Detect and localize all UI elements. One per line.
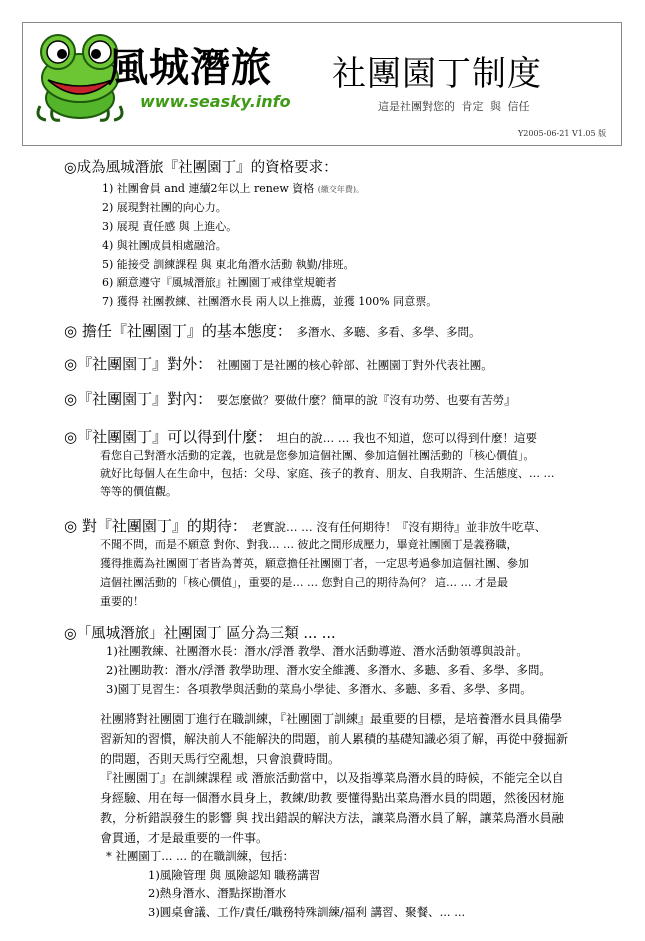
expectation-line-5: 重要的！ xyxy=(100,595,144,608)
qualification-item-5: 5) 能接受 訓練課程 與 東北角潛水活動 執勤/排班。 xyxy=(102,258,355,271)
expectation-first-line xyxy=(64,515,546,536)
gain-line-2: 看您自己對潛水活動的定義，也就是您參加這個社團、參加這個社團活動的「核心價值」。 xyxy=(100,449,535,462)
external-heading: ◎『社團園丁』對外： xyxy=(64,355,213,373)
expectation-line-4: 這個社團活動的「核心價值」，重要的是… … 您對自己的期待為何？ 這… … 才是最 xyxy=(100,576,508,589)
category-item-3: 3)園丁見習生：各項教學與活動的菜鳥小學徒、多潛水、多聽、多看、多學、多問。 xyxy=(106,682,532,696)
training-item-1: 1)風險管理 與 風險認知 職務講習 xyxy=(148,868,321,882)
training-heading: * 社團園丁... ... 的在職訓練，包括： xyxy=(106,849,295,863)
attitude-heading: ◎ 擔任『社團園丁』的基本態度： xyxy=(64,322,292,340)
internal-text: 要怎麼做？要做什麼？簡單的說『沒有功勞、也要有苦勞』 xyxy=(216,393,516,407)
paragraph-1-line: 社團將對社團園丁進行在職訓練，『社團園丁訓練』最重要的目標，是培養潛水員具備學 xyxy=(100,712,563,726)
expectation-line-3: 獲得推薦為社團園丁者皆為菁英，願意擔任社團園丁者，一定思考過參加這個社團、參加 xyxy=(100,557,529,570)
training-item-2: 2)熱身潛水、潛點探勘潛水 xyxy=(148,886,287,900)
expectation-line-2: 不聞不問，而是不願意 對你、對我… … 彼此之間形成壓力，畢竟社團園丁是義務職， xyxy=(100,538,518,551)
expectation-line-1: 老實說… … 沒有任何期待！『沒有期待』並非放牛吃草、 xyxy=(251,520,547,534)
categories-heading: ◎「風城潛旅」社團園丁 區分為三類 ... ... xyxy=(64,626,336,642)
attitude-section xyxy=(64,320,480,341)
qualification-heading: ◎成為風城潛旅『社團園丁』的資格要求： xyxy=(64,160,338,176)
version-label: Y2005-06-21 V1.05 版 xyxy=(518,129,607,138)
external-section xyxy=(64,353,493,374)
external-text: 社團園丁是社團的核心幹部、社團園丁對外代表社團。 xyxy=(216,358,493,372)
page-title: 社團園丁制度 xyxy=(332,54,542,94)
attitude-text: 多潛水、多聽、多看、多學、多問。 xyxy=(296,325,481,339)
category-item-1: 1)社團教練、社團潛水長：潛水/浮潛 教學、潛水活動導遊、潛水活動領導與設計。 xyxy=(106,644,528,658)
qualification-item-1-note: (繳交年費)。 xyxy=(317,185,364,194)
expectation-heading: ◎ 對『社團園丁』的期待： xyxy=(64,517,247,535)
qualification-item-6: 6) 願意遵守『風城潛旅』社團園丁戒律堂規範者 xyxy=(102,276,337,289)
qualification-item-3: 3) 展現 責任感 與 上進心。 xyxy=(102,220,238,233)
brand-url[interactable]: www.seasky.info xyxy=(140,92,291,111)
qualification-item-2: 2) 展現對社團的向心力。 xyxy=(102,201,227,214)
gain-heading: ◎『社團園丁』可以得到什麼： xyxy=(64,428,273,446)
gain-line-4: 等等的價值觀。 xyxy=(100,485,177,498)
training-paragraph-1 xyxy=(100,709,640,769)
gain-first-line xyxy=(64,426,537,447)
category-item-2: 2)社團助教：潛水/浮潛 教學助理、潛水安全維護、多潛水、多聽、多看、多學、多問。 xyxy=(106,663,551,677)
training-paragraph-2 xyxy=(100,768,640,848)
qualification-item-4: 4) 與社團成員相處融洽。 xyxy=(102,239,227,252)
paragraph-2-line: 會貫通，才是最重要的一件事。 xyxy=(100,831,269,845)
paragraph-2-line: 教，分析錯誤發生的影響 與 找出錯誤的解決方法，讓菜鳥潛水員了解，讓菜鳥潛水員融 xyxy=(100,811,564,825)
paragraph-1-line: 習新知的習慣，解決前人不能解決的問題，前人累積的基礎知識必須了解，再從中發掘新 xyxy=(100,732,569,746)
brand-name: 風城潛旅 xyxy=(108,45,272,91)
qualification-item-1-text: 1) 社團會員 and 連續2年以上 renew 資格 xyxy=(102,182,315,195)
paragraph-2-line: 身經驗、用在每一個潛水員身上，教練/助教 要懂得點出菜鳥潛水員的問題，然後因材施 xyxy=(100,791,564,805)
qualification-item-7: 7) 獲得 社團教練、社團潛水長 兩人以上推薦，並獲 100% 同意票。 xyxy=(102,295,438,308)
gain-line-3: 就好比每個人在生命中，包括：父母、家庭、孩子的教育、朋友、自我期許、生活態度、… … xyxy=(100,467,555,480)
page-subtitle: 這是社團對您的 肯定 與 信任 xyxy=(378,100,530,113)
qualification-item-1 xyxy=(102,180,364,196)
internal-section xyxy=(64,388,516,409)
training-item-3: 3)圓桌會議、工作/責任/職務特殊訓練/福利 講習、聚餐、... ... xyxy=(148,905,466,919)
paragraph-2-line: 『社團園丁』在訓練課程 或 潛旅活動當中，以及指導菜鳥潛水員的時候，不能完全以自 xyxy=(100,771,564,785)
gain-line-1: 坦白的說… … 我也不知道，您可以得到什麼！這要 xyxy=(276,431,538,445)
paragraph-1-line: 的問題，否則天馬行空亂想，只會浪費時間。 xyxy=(100,752,341,766)
internal-heading: ◎『社團園丁』對內： xyxy=(64,390,213,408)
